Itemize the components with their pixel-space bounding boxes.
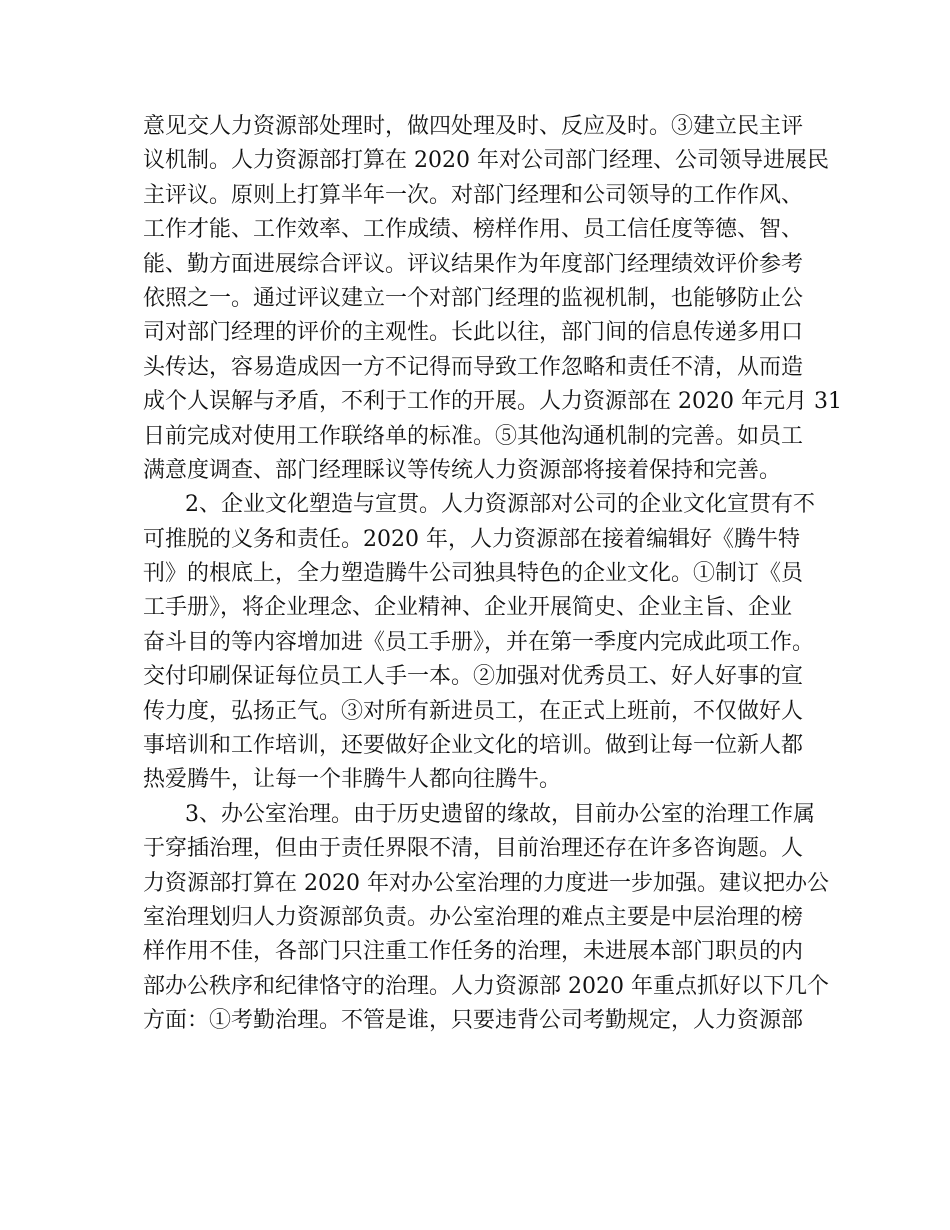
text-line: 议机制。人力资源部打算在 2020 年对公司部门经理、公司领导进展民 <box>143 148 829 174</box>
text-line: 日前完成对使用工作联络单的标准。⑤其他沟通机制的完善。如员工 <box>143 423 804 449</box>
text-line: 交付印刷保证每位员工人手一本。②加强对优秀员工、好人好事的宣 <box>143 664 804 690</box>
text-line: 2、企业文化塑造与宣贯。人力资源部对公司的企业文化宣贯有不 <box>185 492 815 518</box>
text-line: 于穿插治理，但由于责任界限不清，目前治理还存在许多咨询题。人 <box>143 836 804 862</box>
document-body <box>143 110 842 1039</box>
text-line: 样作用不佳，各部门只注重工作任务的治理，未进展本部门职员的内 <box>143 939 804 965</box>
paragraph-3 <box>143 798 829 1039</box>
text-line: 主评议。原则上打算半年一次。对部门经理和公司领导的工作作风、 <box>143 182 804 208</box>
paragraph-2 <box>143 488 823 798</box>
text-line: 力资源部打算在 2020 年对办公室治理的力度进一步加强。建议把办公 <box>143 870 829 896</box>
text-line: 工作才能、工作效率、工作成绩、榜样作用、员工信任度等德、智、 <box>143 217 804 243</box>
text-line: 传力度，弘扬正气。③对所有新进员工，在正式上班前，不仅做好人 <box>143 698 804 724</box>
text-line: 依照之一。通过评议建立一个对部门经理的监视机制，也能够防止公 <box>143 285 804 311</box>
text-line: 室治理划归人力资源部负责。办公室治理的难点主要是中层治理的榜 <box>143 904 804 930</box>
text-line: 事培训和工作培训，还要做好企业文化的培训。做到让每一位新人都 <box>143 733 804 759</box>
text-line: 可推脱的义务和责任。2020 年，人力资源部在接着编辑好《腾牛特 <box>143 526 800 552</box>
text-line: 意见交人力资源部处理时，做四处理及时、反应及时。③建立民主评 <box>143 114 804 139</box>
text-line: 能、勤方面进展综合评议。评议结果作为年度部门经理绩效评价参考 <box>143 251 804 277</box>
text-line: 头传达，容易造成因一方不记得而导致工作忽略和责任不清，从而造 <box>143 354 804 380</box>
text-line: 热爱腾牛，让每一个非腾牛人都向往腾牛。 <box>143 767 562 793</box>
text-line: 工手册》，将企业理念、企业精神、企业开展简史、企业主旨、企业 <box>143 595 793 621</box>
text-line: 方面：①考勤治理。不管是谁，只要违背公司考勤规定，人力资源部 <box>143 1008 804 1034</box>
text-line: 满意度调查、部门经理睬议等传统人力资源部将接着保持和完善。 <box>143 457 782 483</box>
text-line: 部办公秩序和纪律恪守的治理。人力资源部 2020 年重点抓好以下几个 <box>143 973 829 999</box>
text-line: 司对部门经理的评价的主观性。长此以往，部门间的信息传递多用口 <box>143 320 804 346</box>
text-line: 成个人误解与矛盾，不利于工作的开展。人力资源部在 2020 年元月 31 <box>143 389 842 415</box>
text-line: 3、办公室治理。由于历史遗留的缘故，目前办公室的治理工作属 <box>185 801 815 827</box>
text-line: 奋斗目的等内容增加进《员工手册》，并在第一季度内完成此项工作。 <box>143 629 815 655</box>
paragraph-1 <box>143 110 842 488</box>
text-line: 刊》的根底上，全力塑造腾牛公司独具特色的企业文化。①制订《员 <box>143 561 804 587</box>
